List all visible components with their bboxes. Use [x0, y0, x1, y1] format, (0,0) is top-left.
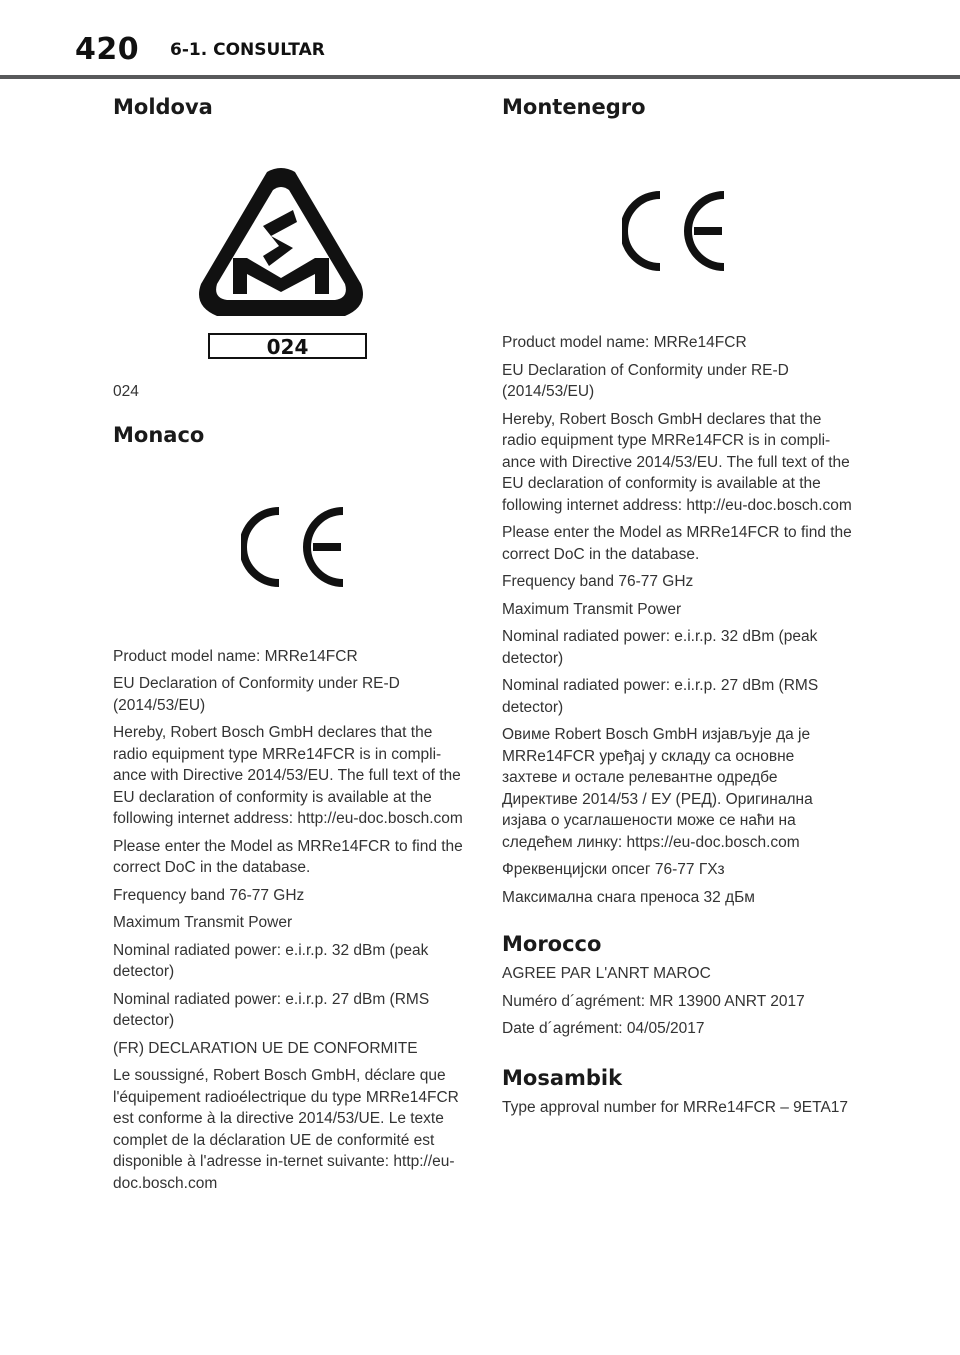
- ce-mark-icon: [241, 506, 347, 588]
- paragraph: EU Declaration of Conformity under RE-D (2014/53/EU): [113, 675, 400, 714]
- moldova-sm-certification-logo: [193, 166, 369, 362]
- logo-number: 024: [266, 335, 309, 360]
- paragraph: Date d´agrément: 04/05/2017: [502, 1020, 705, 1038]
- paragraph: Maximum Transmit Power: [113, 914, 293, 932]
- paragraph: Фреквенцијски опсег 76-77 ГХз: [502, 861, 725, 879]
- moldova-caption: 024: [113, 383, 139, 401]
- paragraph: Please enter the Model as MRRe14FCR to find the correct DoC in the database.: [502, 524, 852, 563]
- paragraph: EU Declaration of Conformity under RE-D (2014/53/EU): [502, 361, 789, 401]
- section-heading: Montenegro: [502, 95, 646, 119]
- page-number: 420: [75, 32, 140, 67]
- page-header: [0, 0, 960, 80]
- chapter-title: 6-1. CONSULTAR: [170, 40, 325, 60]
- section-heading: Mosambik: [502, 1065, 623, 1090]
- paragraph: Frequency band 76-77 GHz: [502, 573, 694, 591]
- section-monaco: [113, 423, 463, 1195]
- section-montenegro: [502, 95, 852, 908]
- paragraph: Nominal radiated power: e.i.r.p. 27 dBm (RMS detector): [502, 677, 819, 716]
- paragraph: Nominal radiated power: e.i.r.p. 32 dBm (peak detector): [113, 941, 429, 981]
- section-mosambik: [502, 1066, 852, 1119]
- paragraph: Nominal radiated power: e.i.r.p. 32 dBm (peak detector): [502, 628, 818, 667]
- right-column: [502, 95, 852, 1125]
- paragraph: Максимална снага преноса 32 дБм: [502, 888, 755, 906]
- paragraph: Le soussigné, Robert Bosch GmbH, déclare que l'équipement radioélectrique du type MRRe14FCR est conforme à la directive 2014/53/UE. Le texte complet de la déclaration UE de conformité est disponible à l'adresse in-ternet suivante: http://eu-doc.bosch.com: [113, 1067, 459, 1192]
- paragraph: Maximum Transmit Power: [502, 600, 682, 618]
- header-divider: [0, 75, 960, 79]
- section-heading: Monaco: [113, 422, 205, 447]
- paragraph: Numéro d´agrément: MR 13900 ANRT 2017: [502, 992, 805, 1010]
- paragraph: Product model name: MRRe14FCR: [113, 647, 358, 665]
- left-column: [113, 95, 463, 1200]
- paragraph: Овиме Robert Bosch GmbH изјављује да је MRRe14FCR уређај у складу са основне захтеве и остале релевантне одредбе Директиве 2014/53 / ЕУ (РЕД). Оригинална изјава о усаглашености може се наћи на следећем линку: https://eu-doc.bosch.com: [502, 726, 813, 851]
- paragraph: Hereby, Robert Bosch GmbH declares that the radio equipment type MRRe14FCR is in compli-ance with Directive 2014/53/EU. The full text of the EU declaration of conformity is available at the following internet address: http://eu-doc.bosch.com: [502, 410, 852, 514]
- section-heading: Moldova: [113, 95, 213, 119]
- paragraph: AGREE PAR L'ANRT MAROC: [502, 965, 711, 983]
- section-moldova: [113, 95, 463, 403]
- paragraph: Please enter the Model as MRRe14FCR to find the correct DoC in the database.: [113, 837, 463, 877]
- paragraph: Nominal radiated power: e.i.r.p. 27 dBm (RMS detector): [113, 990, 430, 1030]
- section-heading: Morocco: [502, 932, 602, 957]
- section-morocco: [502, 932, 852, 1040]
- paragraph: Product model name: MRRe14FCR: [502, 334, 747, 352]
- paragraph: Hereby, Robert Bosch GmbH declares that the radio equipment type MRRe14FCR is in compli-ance with Directive 2014/53/EU. The full text of the EU declaration of conformity is available at the following internet address: http://eu-doc.bosch.com: [113, 724, 463, 828]
- paragraph: Frequency band 76-77 GHz: [113, 886, 305, 904]
- paragraph: (FR) DECLARATION UE DE CONFORMITE: [113, 1039, 418, 1057]
- ce-mark-icon: [622, 190, 728, 272]
- paragraph: Type approval number for MRRe14FCR – 9ETA17: [502, 1099, 849, 1117]
